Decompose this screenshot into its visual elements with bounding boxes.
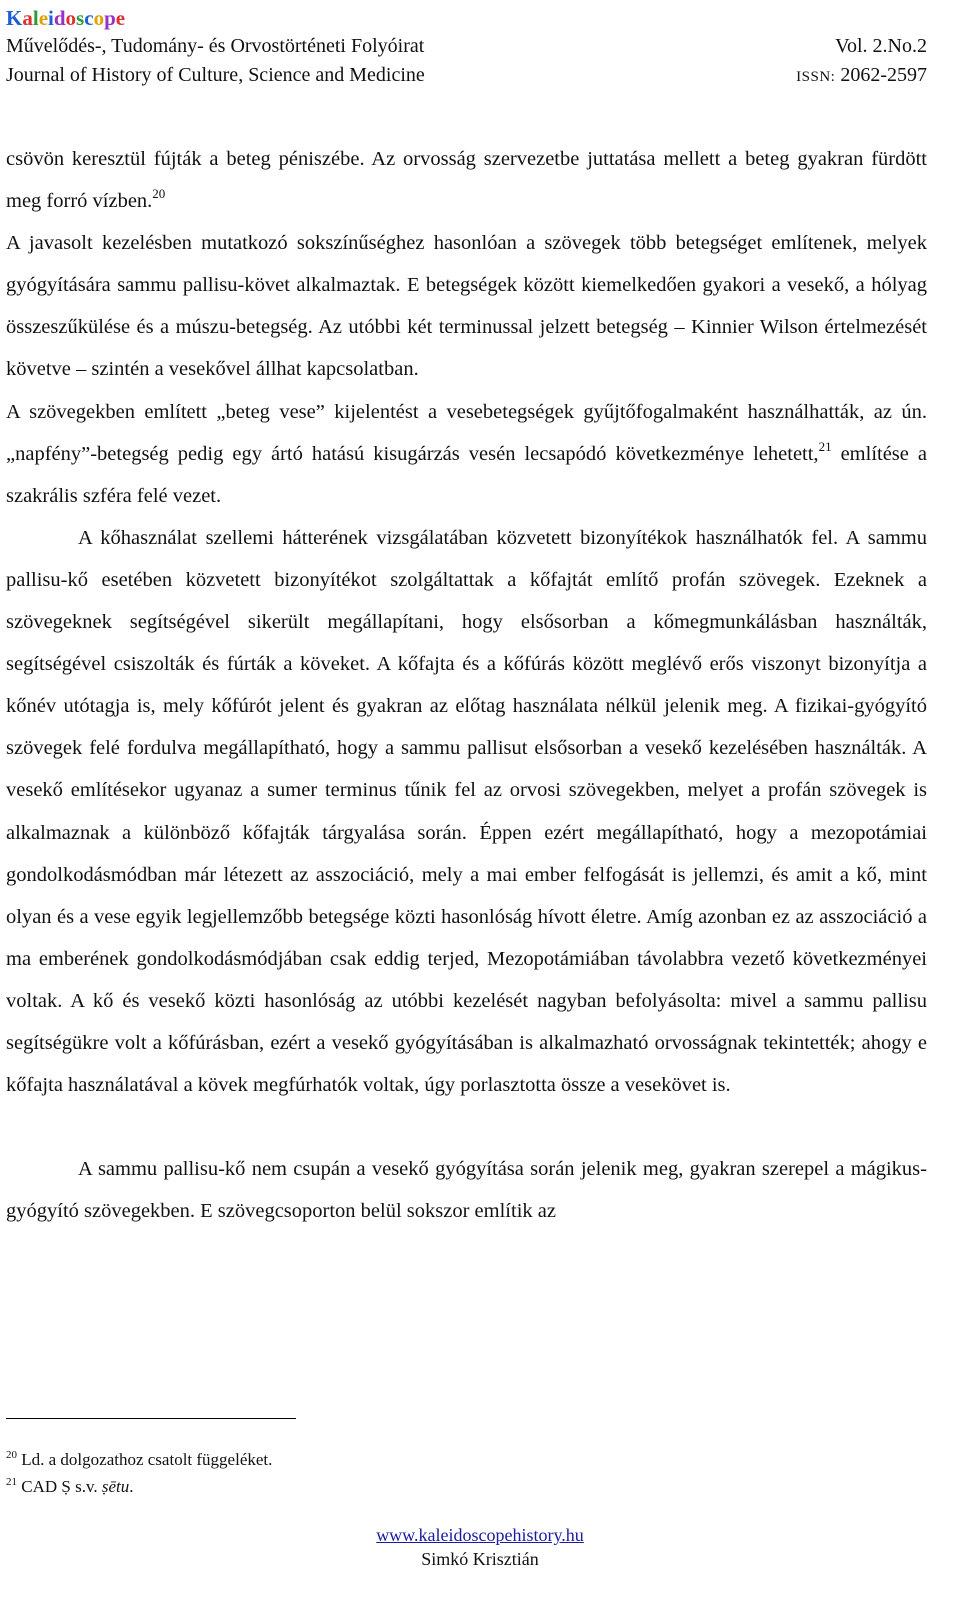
logo-letter: l bbox=[32, 6, 39, 30]
issn bbox=[796, 61, 927, 92]
footnote-italic-term: ṣētu bbox=[101, 1477, 130, 1496]
journal-logo bbox=[6, 4, 927, 32]
footnote-20 bbox=[6, 1446, 906, 1473]
paragraph-3-text-b: említése a szakrális szféra felé vezet. bbox=[6, 442, 927, 507]
logo-letter: o bbox=[65, 6, 77, 30]
logo-letter: K bbox=[6, 6, 23, 30]
paragraph-2: A javasolt kezelésben mutatkozó sokszínűséghez hasonlóan a szövegek több betegséget említenek, melyek gyógyítására sammu pallisu-követ alkalmaztak. E betegségek között kiemelkedően gyakori a vesekő, a hólyag összeszűkülése és a múszu-betegség. Az utóbbi két terminussal jelzett betegség – Kinnier Wilson értelmezését követve – szintén a vesekővel állhat kapcsolatban. bbox=[6, 232, 927, 381]
paragraph-4: A kőhasználat szellemi hátterének vizsgálatában közvetett bizonyítékok használhatók fel. A sammu pallisu-kő esetében közvetett bizonyítékot szolgáltattak a kőfajtát említő profán szövegek. Ezeknek a szövegeknek segítségével sikerült megállapítani, hogy elsősorban a kőmegmunkálásban használták, segítségével csiszolták és fúrták a köveket. A kőfajta és a kőfúrás között meglévő erős viszonyt bizonyítja a kőnév utótagja is, mely kőfúrót jelent és gyakran az előtag használata nélkül jelenik meg. A fizikai-gyógyító szövegek felé fordulva megállapítható, hogy a sammu pallisut elsősorban a vesekő kezelésében használták. A vesekő említésekor ugyanaz a sumer terminus tűnik fel az orvosi szövegekben, melyet a profán szövegek is alkalmaznak a különböző kőfajták tárgyalása során. Éppen ezért megállapítható, hogy a mezopotámiai gondolkodásmódban már létezett az asszociáció, mely a mai ember felfogását is jellemzi, és amit a kő, mint olyan és a vese egyik legjellemzőbb betegsége közti hasonlóság hívott életre. Amíg azonban ez az asszociáció a ma emberének gondolkodásmódjában csak eddig terjed, Mezopotámiában távolabbra vezető következményei voltak. A kő és vesekő közti hasonlóság az utóbbi kezelését nagyban befolyásolta: mivel a sammu pallisu segítségükre volt a kőfúrásban, ezért a vesekő gyógyításában is alkalmazható orvosságnak tekintették; ahogy e kőfajta használatával a kövek megfúrhatók voltak, úgy porlasztotta össze a vesekövet is. bbox=[6, 526, 927, 1097]
issn-label: ISSN: bbox=[796, 69, 836, 85]
paragraph-1 bbox=[6, 138, 927, 222]
paragraph-3 bbox=[6, 391, 927, 517]
header-row-2 bbox=[6, 61, 927, 92]
paragraph-3-text-a: A szövegekben említett „beteg vese” kijelentést a vesebetegségek gyűjtőfogalmaként használhatták, az ún. „napfény”-betegség pedig egy ártó hatású kisugárzás vesén lecsapódó következménye lehetett, bbox=[6, 400, 927, 465]
issn-value: 2062-2597 bbox=[835, 64, 927, 86]
logo-letter: s bbox=[76, 6, 85, 30]
footnote-text-end: . bbox=[129, 1477, 134, 1496]
logo-letter: i bbox=[48, 6, 54, 30]
page-header bbox=[6, 4, 927, 92]
logo-letter: e bbox=[38, 6, 49, 30]
header-row-1 bbox=[6, 32, 927, 61]
page-footer bbox=[0, 1523, 960, 1571]
website-link[interactable]: www.kaleidoscopehistory.hu bbox=[376, 1525, 584, 1545]
footnote-number: 20 bbox=[6, 1449, 17, 1461]
footnote-number: 21 bbox=[6, 1476, 17, 1488]
logo-letter: c bbox=[84, 6, 94, 30]
logo-letter: p bbox=[104, 6, 116, 30]
footnote-separator bbox=[6, 1418, 296, 1419]
footnote-ref-20[interactable]: 20 bbox=[152, 186, 166, 202]
logo-letter: d bbox=[53, 6, 66, 30]
footnote-text: CAD Ṣ s.v. bbox=[17, 1477, 102, 1496]
logo-letter: a bbox=[22, 6, 33, 30]
logo-letter: o bbox=[93, 6, 105, 30]
logo-letter: e bbox=[115, 6, 126, 30]
paragraph-5: A sammu pallisu-kő nem csupán a vesekő gyógyítása során jelenik meg, gyakran szerepel a mágikus-gyógyító szövegekben. E szövegcsoporton belül sokszor említik az bbox=[6, 1158, 927, 1223]
paragraph-1-text: csövön keresztül fújták a beteg péniszébe. Az orvosság szervezetbe juttatása mellett a beteg gyakran fürdött meg forró vízben. bbox=[6, 148, 927, 213]
footnote-ref-21[interactable]: 21 bbox=[818, 438, 832, 454]
footnotes bbox=[6, 1446, 906, 1500]
paragraph-spacer bbox=[6, 1106, 927, 1148]
article-body bbox=[6, 138, 927, 1232]
footnote-21 bbox=[6, 1473, 906, 1500]
journal-subtitle-hungarian: Művelődés-, Tudomány- és Orvostörténeti Folyóirat bbox=[6, 35, 425, 57]
journal-subtitle-english: Journal of History of Culture, Science and Medicine bbox=[6, 64, 425, 86]
author-name: Simkó Krisztián bbox=[421, 1549, 539, 1569]
volume-number: Vol. 2.No.2 bbox=[835, 35, 927, 57]
footnote-text: Ld. a dolgozathoz csatolt függeléket. bbox=[17, 1450, 273, 1469]
